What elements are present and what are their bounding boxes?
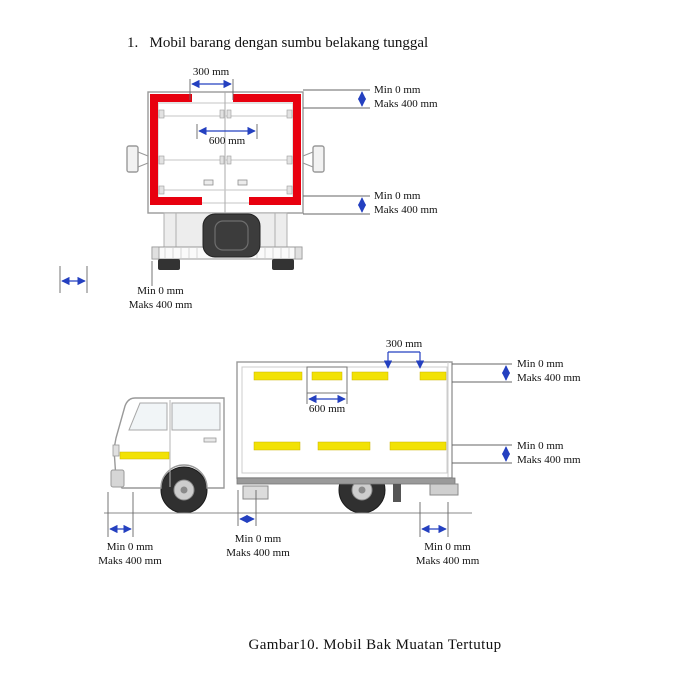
tape-segment [150, 94, 158, 205]
mud-flap [393, 484, 401, 502]
tape-segment [420, 372, 446, 380]
chassis-frame [237, 478, 455, 484]
rear-annotation-mid-right [374, 189, 438, 217]
tape-segment [150, 197, 202, 205]
tape-segment [312, 372, 342, 380]
side-annotation-bottom-right [405, 540, 490, 568]
max-clearance-label: Maks 400 mm [128, 299, 193, 311]
rear-dim-600-label: 600 mm [208, 135, 246, 147]
tape-segment [390, 442, 446, 450]
min-clearance-label: Min 0 mm [517, 358, 564, 370]
min-clearance-label: Min 0 mm [517, 440, 564, 452]
max-clearance-label: Maks 400 mm [226, 547, 290, 559]
side-annotation-bottom-left [90, 540, 170, 568]
min-clearance-label: Min 0 mm [137, 285, 184, 297]
max-clearance-label: Maks 400 mm [374, 98, 438, 110]
rear-step-bumper [430, 484, 458, 495]
tape-segment [293, 94, 301, 205]
cab-door-handle [204, 438, 216, 442]
section-heading: 1. Mobil barang dengan sumbu belakang tunggal [127, 35, 429, 51]
tape-segment [254, 372, 302, 380]
front-bumper [111, 470, 124, 487]
door-handle [238, 180, 247, 185]
tape-segment [233, 94, 301, 102]
min-clearance-label: Min 0 mm [374, 84, 421, 96]
tape-segment [254, 442, 300, 450]
max-clearance-label: Maks 400 mm [374, 204, 438, 216]
rear-view-drawing [60, 79, 370, 293]
rear-annotation-top-right [374, 83, 438, 111]
tape-segment [120, 452, 169, 459]
max-clearance-label: Maks 400 mm [517, 372, 581, 384]
rear-dim-300-label: 300 mm [192, 66, 230, 78]
max-clearance-label: Maks 400 mm [517, 454, 581, 466]
max-clearance-label: Maks 400 mm [98, 555, 162, 567]
rear-annotation-bottom-left [118, 284, 203, 312]
side-view-drawing [104, 352, 512, 537]
side-dim-600-label: 600 mm [308, 403, 346, 415]
side-dim-300-label: 300 mm [385, 338, 423, 350]
right-mirror [303, 146, 324, 172]
rear-right-wheel [272, 259, 294, 270]
min-clearance-label: Min 0 mm [106, 541, 154, 553]
tape-segment [352, 372, 388, 380]
tape-segment [249, 197, 301, 205]
min-clearance-label: Min 0 mm [234, 533, 282, 545]
door-handle [204, 180, 213, 185]
side-annotation-bottom-middle [218, 532, 298, 560]
min-clearance-label: Min 0 mm [424, 541, 471, 553]
tape-segment [318, 442, 370, 450]
rear-left-wheel [158, 259, 180, 270]
side-annotation-mid-right [517, 439, 581, 467]
door-window [172, 403, 220, 430]
side-annotation-top-right [517, 357, 581, 385]
figure-caption: Gambar10. Mobil Bak Muatan Tertutup [248, 637, 502, 653]
headlight [113, 445, 119, 456]
left-mirror [127, 146, 148, 172]
min-clearance-label: Min 0 mm [374, 190, 421, 202]
fuel-tank [243, 486, 268, 499]
max-clearance-label: Maks 400 mm [415, 555, 480, 567]
